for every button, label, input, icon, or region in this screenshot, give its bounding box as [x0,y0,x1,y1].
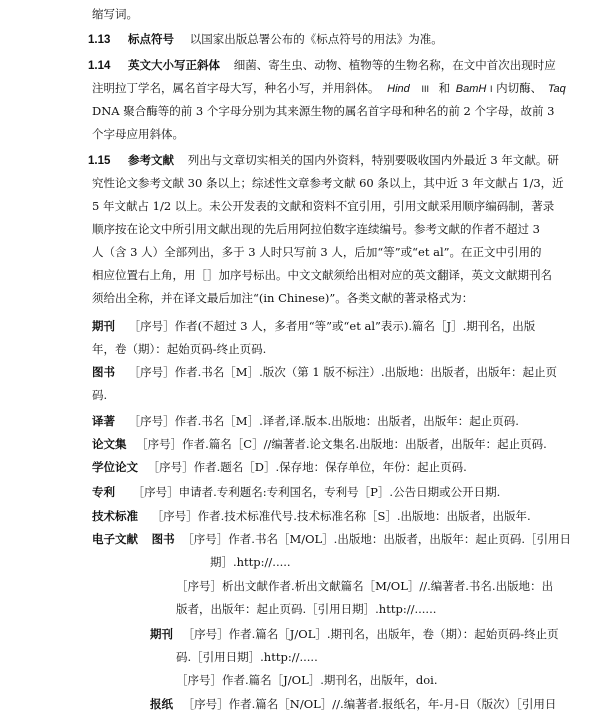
ref-format-text: ［序号］作者.书名［M］.版次（第 1 版不标注）.出版地：出版者，出版年：起止页 [128,365,558,379]
ref-type-label: 电子文献 [92,532,138,546]
text-line: 究性论文参考文献 30 条以上；综述性文章参考文献 60 条以上，其中近 3 年文献占 1/3，近 [92,176,564,190]
ref-format-proceedings [92,436,547,452]
ref-subtype-label: 期刊 [150,627,173,641]
ref-format-electronic-newspaper [150,696,556,712]
section-heading: 标点符号 [128,32,175,46]
ref-format-text: ［序号］作者.书名［M］.译者,译.版本.出版地：出版者，出版年：起止页码. [128,414,519,428]
text-line: 人（含 3 人）全部列出，多于 3 人时只写前 3 人，后加“等”或“et al”。在正文中引用的 [92,245,542,259]
text-line: 5 年文献占 1/2 以上。未公开发表的文献和资料不宜引用，引用文献采用顺序编码制，著录 [92,199,555,213]
section-heading: 英文大小写正斜体 [128,58,221,72]
text-fragment: 注明拉丁学名，属名首字母大写，种名小写，并用斜体。 [92,81,380,95]
roman-numeral: III [421,84,429,94]
text-fragment: 和 [438,81,451,95]
latin-name: BamH [455,83,487,95]
text-line: 版者，出版年：起止页码.［引用日期］.http://...... [176,602,437,616]
ref-format-electronic [92,531,571,547]
section-number: 1.13 [88,34,111,46]
ref-format-standard [92,508,531,524]
latin-name: Taq [547,83,566,95]
text-line: 个字母应用斜体。 [92,127,184,141]
section-text: 以国家出版总署公布的《标点符号的用法》为准。 [189,32,443,46]
ref-format-text: ［序号］作者.篇名［N/OL］//.编著者.报纸名，年-月-日（版次）［引用日 [182,697,557,711]
ref-format-electronic-journal [150,626,559,642]
text-line: ［序号］作者.篇名［J/OL］.期刊名，出版年，doi. [176,673,438,687]
section-1-14 [88,57,556,74]
ref-type-label: 论文集 [92,437,127,451]
ref-format-text: ［序号］作者.篇名［C］//编著者.论文集名.出版地：出版者，出版年：起止页码. [136,437,547,451]
text-line: 相应位置右上角，用［］加序号标出。中文文献须给出相对应的英文翻译，英文文献期刊名 [92,268,552,282]
ref-format-text: ［序号］作者.书名［M/OL］.出版地：出版者，出版年：起止页码.［引用日 [182,532,571,546]
ref-format-thesis [92,459,467,475]
ref-format-patent [92,484,500,500]
ref-format-book [92,364,557,380]
text-line: 码. [92,388,108,402]
roman-numeral: I [489,84,493,94]
text-line: 期］.http://..... [210,555,291,569]
section-1-15 [88,152,559,169]
ref-format-journal [92,318,535,334]
section-text: 细菌、寄生虫、动物、植物等的生物名称，在文中首次出现时应 [233,58,556,72]
text-line: 年，卷（期）：起始页码-终止页码. [92,342,267,356]
section-number: 1.14 [88,60,111,72]
ref-subtype-label: 图书 [151,532,175,546]
ref-format-text: ［序号］作者(不超过 3 人，多者用“等”或“et al”表示).篇名［J］.期刊名，出版 [128,319,536,333]
section-1-13 [88,31,443,48]
text-line: 码.［引用日期］.http://..... [176,650,318,664]
text-fragment: 内切酶、 [496,81,543,95]
text-line: DNA 聚合酶等的前 3 个字母分别为其来源生物的属名首字母和种名的前 2 个字母，故前 3 [92,104,555,118]
ref-type-label: 技术标准 [92,509,138,523]
ref-type-label: 译著 [92,414,115,428]
ref-format-text: ［序号］申请者.专利题名:专利国名，专利号［P］.公告日期或公开日期. [132,485,501,499]
section-text: 列出与文章切实相关的国内外资料，特别要吸收国内外最近 3 年文献。研 [187,153,559,167]
ref-format-translation [92,413,519,429]
text-line: 顺序按在论文中所引用文献出现的先后用阿拉伯数字连续编号。参考文献的作者不超过 3 [92,222,540,236]
text-line: 须给出全称，并在译文最后加注“(in Chinese)”。各类文献的著录格式为： [92,291,474,305]
ref-format-text: ［序号］作者.题名［D］.保存地：保存单位，年份：起止页码. [147,460,467,474]
section-heading: 参考文献 [128,153,175,167]
ref-type-label: 图书 [92,365,115,379]
text-line [92,80,566,97]
section-number: 1.15 [88,155,111,167]
ref-type-label: 期刊 [92,319,115,333]
ref-format-text: ［序号］作者.技术标准代号.技术标准名称［S］.出版地：出版者，出版年. [151,509,531,523]
ref-type-label: 专利 [92,485,115,499]
text-line: 缩写词。 [92,7,138,21]
ref-subtype-label: 报纸 [150,697,173,711]
latin-name: Hind [387,83,410,95]
ref-type-label: 学位论文 [92,460,138,474]
text-line: ［序号］析出文献作者.析出文献篇名［M/OL］//.编著者.书名.出版地：出 [176,579,554,593]
ref-format-text: ［序号］作者.篇名［J/OL］.期刊名，出版年，卷（期）：起始页码-终止页 [182,627,559,641]
